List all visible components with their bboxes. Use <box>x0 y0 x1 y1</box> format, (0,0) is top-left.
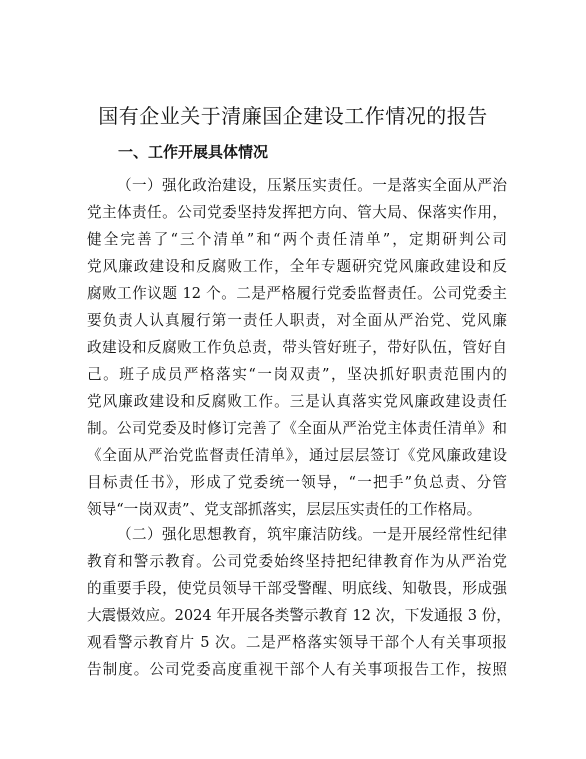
paragraph-line: 教育和警示教育。公司党委始终坚持把纪律教育作为从严治党 <box>87 553 507 570</box>
paragraph-line: 大震慑效应。2024 年开展各类警示教育 12 次，下发通报 3 份， <box>87 607 511 624</box>
paragraph-line: （二）强化思想教育，筑牢廉洁防线。一是开展经常性纪律 <box>117 526 507 543</box>
paragraph-line: 的重要手段，使党员领导干部受警醒、明底线、知敬畏，形成强 <box>87 580 507 597</box>
paragraph-line: 告制度。公司党委高度重视干部个人有关事项报告工作，按照 <box>87 661 507 678</box>
paragraph-political-building <box>87 172 507 523</box>
paragraph-line: 己。班子成员严格落实“一岗双责”，坚决抓好职责范围内的 <box>87 366 507 383</box>
paragraph-ideological-education <box>87 521 511 683</box>
paragraph-line: 领导“一岗双责”、党支部抓落实，层层压实责任的工作格局。 <box>87 501 482 518</box>
document-title: 国有企业关于清廉国企建设工作情况的报告 <box>98 104 488 128</box>
paragraph-line: 观看警示教育片 5 次。二是严格落实领导干部个人有关事项报 <box>87 634 507 651</box>
paragraph-line: 党风廉政建设和反腐败工作。三是认真落实党风廉政建设责任 <box>87 393 507 410</box>
paragraph-line: 制。公司党委及时修订完善了《全面从严治党主体责任清单》和 <box>87 420 507 437</box>
paragraph-line: 政建设和反腐败工作负总责，带头管好班子，带好队伍，管好自 <box>87 339 507 356</box>
paragraph-line: （一）强化政治建设，压紧压实责任。一是落实全面从严治 <box>117 177 507 194</box>
section-heading: 一、工作开展具体情况 <box>118 143 269 161</box>
paragraph-line: 《全面从严治党监督责任清单》，通过层层签订《党风廉政建设 <box>87 447 507 464</box>
paragraph-line: 腐败工作议题 12 个。二是严格履行党委监督责任。公司党委主 <box>87 285 507 302</box>
paragraph-line: 党主体责任。公司党委坚持发挥把方向、管大局、保落实作用， <box>87 204 507 221</box>
paragraph-line: 要负责人认真履行第一责任人职责，对全面从严治党、党风廉 <box>87 312 507 329</box>
paragraph-line: 健全完善了“三个清单”和“两个责任清单”，定期研判公司 <box>87 231 507 248</box>
paragraph-line: 党风廉政建设和反腐败工作，全年专题研究党风廉政建设和反 <box>87 258 507 275</box>
paragraph-line: 目标责任书》，形成了党委统一领导，“一把手”负总责、分管 <box>87 474 507 491</box>
